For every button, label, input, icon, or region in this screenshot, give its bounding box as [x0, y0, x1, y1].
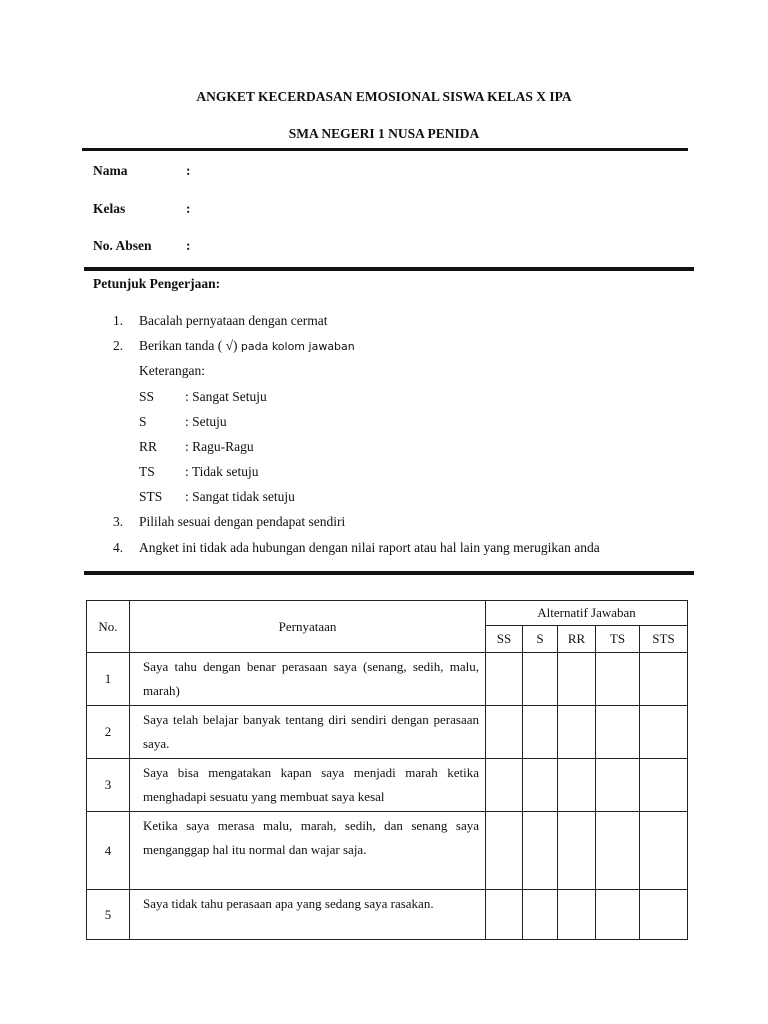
identity-colon: :: [186, 163, 191, 178]
answer-cell-ts[interactable]: [596, 706, 640, 759]
instruction-number: 2.: [113, 338, 124, 353]
row-statement: Saya bisa mengatakan kapan saya menjadi marah ketika menghadapi sesuatu yang membuat saya kesal: [130, 759, 486, 812]
row-number: 1: [87, 653, 130, 706]
table-row: [87, 706, 688, 759]
answer-cell-s[interactable]: [523, 759, 558, 812]
answer-cell-sts[interactable]: [640, 706, 688, 759]
answer-cell-ss[interactable]: [486, 759, 523, 812]
legend-code: SS: [139, 389, 155, 404]
identity-name: [93, 163, 191, 179]
instruction-item: [113, 540, 600, 556]
legend-item: [139, 489, 295, 505]
answer-cell-ss[interactable]: [486, 812, 523, 890]
instruction-text: Pililah sesuai dengan pendapat sendiri: [139, 514, 346, 529]
answer-cell-sts[interactable]: [640, 759, 688, 812]
answer-cell-ss[interactable]: [486, 890, 523, 940]
divider-top: [82, 148, 688, 151]
instructions-heading: Petunjuk Pengerjaan:: [93, 276, 221, 291]
legend-desc: : Tidak setuju: [185, 464, 259, 479]
instruction-text-extra: pada kolom jawaban: [240, 340, 355, 353]
identity-class: [93, 201, 191, 217]
divider-bottom: [84, 571, 694, 575]
answer-cell-rr[interactable]: [558, 706, 596, 759]
document-title: ANGKET KECERDASAN EMOSIONAL SISWA KELAS X IPA: [196, 89, 572, 104]
instruction-text: Bacalah pernyataan dengan cermat: [139, 313, 328, 328]
legend-code: TS: [139, 464, 155, 479]
legend-desc: : Ragu-Ragu: [185, 439, 254, 454]
answer-cell-sts[interactable]: [640, 653, 688, 706]
legend-heading: Keterangan:: [139, 363, 205, 378]
row-statement: Ketika saya merasa malu, marah, sedih, dan senang saya menganggap hal itu normal dan wajar saja.: [130, 812, 486, 890]
instruction-text: Berikan tanda ( √): [139, 338, 238, 353]
school-name: SMA NEGERI 1 NUSA PENIDA: [288, 126, 480, 141]
instruction-item: [113, 313, 328, 329]
header-ss: SS: [486, 626, 523, 653]
legend-item: [139, 439, 254, 455]
answer-cell-sts[interactable]: [640, 890, 688, 940]
identity-absen: [93, 238, 191, 254]
questionnaire-table: [86, 600, 688, 940]
header-sts: STS: [640, 626, 688, 653]
answer-cell-rr[interactable]: [558, 653, 596, 706]
identity-label: Nama: [93, 163, 128, 178]
legend-code: RR: [139, 439, 158, 454]
row-statement: Saya telah belajar banyak tentang diri sendiri dengan perasaan saya.: [130, 706, 486, 759]
header-ts: TS: [596, 626, 640, 653]
answer-cell-rr[interactable]: [558, 812, 596, 890]
legend-desc: : Sangat tidak setuju: [185, 489, 295, 504]
legend-code: STS: [139, 489, 163, 504]
row-number: 2: [87, 706, 130, 759]
legend-code: S: [139, 414, 147, 429]
header-rr: RR: [558, 626, 596, 653]
answer-cell-s[interactable]: [523, 812, 558, 890]
answer-cell-ts[interactable]: [596, 653, 640, 706]
row-number: 5: [87, 890, 130, 940]
answer-cell-ss[interactable]: [486, 653, 523, 706]
row-number: 4: [87, 812, 130, 890]
identity-label: No. Absen: [93, 238, 152, 253]
table-row: [87, 890, 688, 940]
answer-cell-s[interactable]: [523, 706, 558, 759]
answer-cell-ss[interactable]: [486, 706, 523, 759]
row-statement: Saya tidak tahu perasaan apa yang sedang saya rasakan.: [130, 890, 486, 940]
answer-cell-ts[interactable]: [596, 890, 640, 940]
header-answer-group: Alternatif Jawaban: [486, 601, 688, 626]
row-statement: Saya tahu dengan benar perasaan saya (senang, sedih, malu, marah): [130, 653, 486, 706]
row-number: 3: [87, 759, 130, 812]
divider-middle: [84, 267, 694, 271]
header-no: No.: [87, 601, 130, 653]
table-row: [87, 812, 688, 890]
identity-colon: :: [186, 201, 191, 216]
answer-cell-s[interactable]: [523, 653, 558, 706]
legend-item: [139, 464, 259, 480]
header-statement: Pernyataan: [130, 601, 486, 653]
instruction-number: 4.: [113, 540, 124, 555]
answer-cell-rr[interactable]: [558, 759, 596, 812]
answer-cell-ts[interactable]: [596, 759, 640, 812]
legend-desc: : Setuju: [185, 414, 227, 429]
identity-colon: :: [186, 238, 191, 253]
legend-item: [139, 414, 227, 430]
instruction-item: [113, 514, 345, 530]
instruction-text: Angket ini tidak ada hubungan dengan nilai raport atau hal lain yang merugikan anda: [139, 540, 600, 555]
legend-item: [139, 389, 267, 405]
answer-cell-sts[interactable]: [640, 812, 688, 890]
answer-cell-ts[interactable]: [596, 812, 640, 890]
instruction-item: [113, 338, 355, 354]
identity-label: Kelas: [93, 201, 126, 216]
instruction-number: 1.: [113, 313, 124, 328]
answer-cell-rr[interactable]: [558, 890, 596, 940]
header-s: S: [523, 626, 558, 653]
table-row: [87, 653, 688, 706]
instruction-number: 3.: [113, 514, 124, 529]
answer-cell-s[interactable]: [523, 890, 558, 940]
legend-desc: : Sangat Setuju: [185, 389, 267, 404]
table-row: [87, 759, 688, 812]
